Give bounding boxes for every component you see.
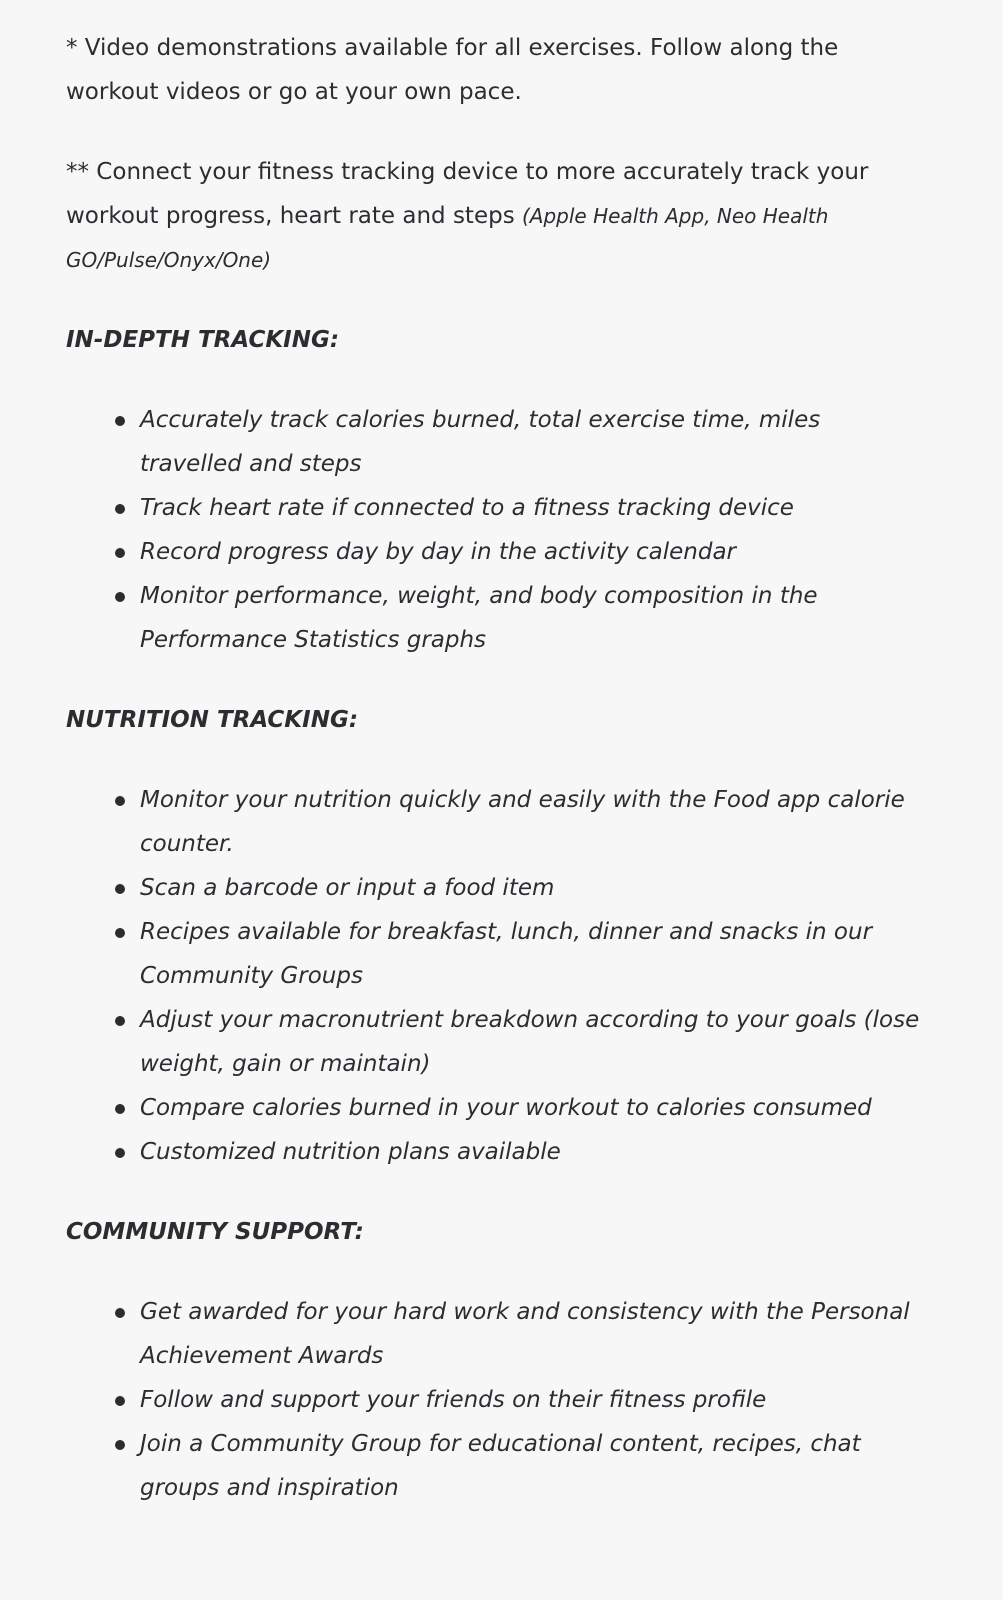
- bullet-icon: [115, 884, 125, 894]
- list-item-text: Monitor your nutrition quickly and easily with the Food app calorie counter.: [140, 787, 905, 857]
- list-item-text: Follow and support your friends on their fitness profile: [140, 1387, 767, 1413]
- list-item: [140, 910, 926, 998]
- list-item: [140, 486, 926, 530]
- list-item-text: Join a Community Group for educational content, recipes, chat groups and inspiration: [140, 1431, 861, 1501]
- bullet-icon: [115, 928, 125, 938]
- list-item-text: Record progress day by day in the activity calendar: [140, 539, 737, 565]
- list-item: [140, 530, 926, 574]
- bullet-icon: [115, 796, 125, 806]
- bullet-icon: [115, 1104, 125, 1114]
- list-item: [140, 1378, 926, 1422]
- list-item: [140, 1130, 926, 1174]
- list-item: [140, 398, 926, 486]
- video-note-text: * Video demonstrations available for all exercises. Follow along the workout videos or go at your own pace.: [66, 35, 839, 105]
- device-note-text: ** Connect your fitness tracking device to more accurately track your workout progress, heart rate and steps: [66, 159, 869, 229]
- list-item: [140, 1290, 926, 1378]
- list-item: [140, 574, 926, 662]
- device-note: [66, 150, 926, 282]
- bullet-icon: [115, 1016, 125, 1026]
- bullet-icon: [115, 1148, 125, 1158]
- list-item-text: Compare calories burned in your workout to calories consumed: [140, 1095, 872, 1121]
- list-item: [140, 1422, 926, 1510]
- device-note-devices: (Apple Health App, Neo Health GO/Pulse/Onyx/One): [66, 204, 829, 272]
- nutrition-feature-list: [66, 778, 926, 1174]
- bullet-icon: [115, 1308, 125, 1318]
- bullet-icon: [115, 548, 125, 558]
- bullet-icon: [115, 592, 125, 602]
- list-item-text: Get awarded for your hard work and consistency with the Personal Achievement Awards: [140, 1299, 910, 1369]
- video-note: [66, 26, 926, 114]
- list-item-text: Adjust your macronutrient breakdown according to your goals (lose weight, gain or maintain): [140, 1007, 920, 1077]
- list-item-text: Accurately track calories burned, total exercise time, miles travelled and steps: [140, 407, 821, 477]
- list-item-text: Monitor performance, weight, and body composition in the Performance Statistics graphs: [140, 583, 818, 653]
- list-item: [140, 866, 926, 910]
- bullet-icon: [115, 1440, 125, 1450]
- list-item: [140, 778, 926, 866]
- community-feature-list: [66, 1290, 926, 1510]
- list-item: [140, 1086, 926, 1130]
- list-item-text: Track heart rate if connected to a fitness tracking device: [140, 495, 794, 521]
- bullet-icon: [115, 416, 125, 426]
- section-heading-nutrition: NUTRITION TRACKING:: [66, 707, 359, 733]
- tracking-feature-list: [66, 398, 926, 662]
- bullet-icon: [115, 504, 125, 514]
- list-item: [140, 998, 926, 1086]
- section-heading-tracking: IN-DEPTH TRACKING:: [66, 327, 340, 353]
- list-item-text: Customized nutrition plans available: [140, 1139, 561, 1165]
- list-item-text: Scan a barcode or input a food item: [140, 875, 555, 901]
- section-heading-community: COMMUNITY SUPPORT:: [66, 1219, 364, 1245]
- list-item-text: Recipes available for breakfast, lunch, dinner and snacks in our Community Groups: [140, 919, 873, 989]
- bullet-icon: [115, 1396, 125, 1406]
